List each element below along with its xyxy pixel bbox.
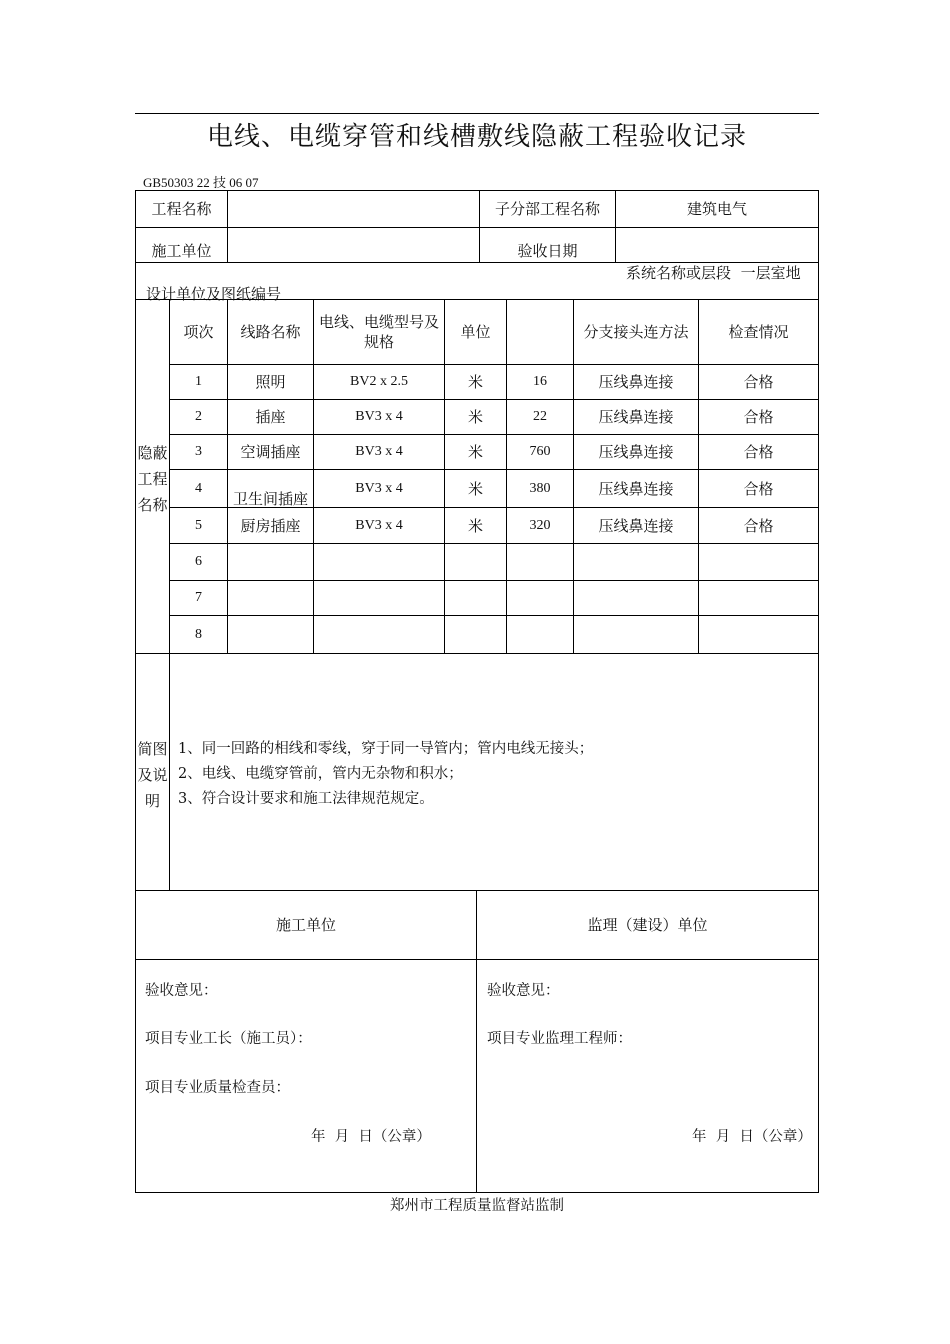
right-opinion-label: 验收意见：	[487, 983, 560, 999]
hidden-works-side-label: 隐蔽工程名称	[137, 444, 168, 514]
row-method[interactable]	[574, 616, 698, 653]
title-rule	[135, 113, 819, 114]
row-spec[interactable]: BV3 x 4	[355, 480, 403, 496]
row-qty[interactable]: 22	[533, 409, 547, 424]
row-name[interactable]: 厨房插座	[240, 516, 301, 535]
notes-side-label: 简图及说明	[137, 740, 168, 810]
row-qty[interactable]	[507, 581, 573, 615]
document-title: 电线、电缆穿管和线槽敷线隐蔽工程验收记录	[206, 122, 747, 152]
row-unit[interactable]: 米	[467, 373, 483, 391]
project-name-label: 工程名称	[151, 200, 212, 218]
row-unit[interactable]	[445, 581, 506, 615]
row-qty[interactable]: 16	[533, 374, 547, 389]
row-unit[interactable]: 米	[467, 479, 483, 498]
row-unit[interactable]: 米	[467, 516, 483, 535]
note-item-1: 1、同一回路的相线和零线，穿于同一导管内；管内电线无接头；	[178, 741, 594, 757]
row-unit[interactable]: 米	[467, 408, 483, 426]
right-date-seal: 年 月 日（公章）	[692, 1129, 812, 1145]
system-label: 系统名称或层段 一层室地	[626, 264, 801, 282]
row-qty[interactable]	[507, 616, 573, 653]
row-result[interactable]: 合格	[743, 408, 774, 426]
row-spec[interactable]: BV3 x 4	[355, 444, 403, 459]
row-qty[interactable]	[507, 544, 573, 580]
row-name[interactable]: 卫生间插座	[232, 489, 308, 508]
col-header-name: 线路名称	[240, 323, 301, 341]
row-no: 8	[195, 626, 202, 642]
col-header-spec: 电线、电缆型号及规格	[318, 313, 439, 351]
row-method[interactable]	[574, 544, 698, 580]
row-no: 7	[195, 590, 202, 605]
row-result[interactable]: 合格	[743, 516, 774, 535]
sub-project-value[interactable]: 建筑电气	[686, 200, 747, 218]
col-header-method: 分支接头连方法	[583, 323, 689, 341]
row-no: 4	[195, 480, 202, 496]
row-unit[interactable]: 米	[467, 443, 483, 461]
row-qty[interactable]: 320	[529, 517, 551, 533]
row-name[interactable]: 照明	[255, 373, 286, 391]
note-item-3: 3、符合设计要求和施工法律规范规定。	[178, 791, 434, 807]
row-spec[interactable]: BV3 x 4	[355, 409, 403, 424]
row-method[interactable]: 压线鼻连接	[598, 516, 674, 535]
footer-issuer: 郑州市工程质量监督站监制	[390, 1198, 564, 1214]
signoff-right-header: 监理（建设）单位	[587, 916, 708, 934]
row-qty[interactable]: 380	[529, 480, 551, 496]
acceptance-date-field[interactable]	[616, 228, 818, 262]
row-name[interactable]	[228, 544, 313, 580]
row-no: 1	[195, 374, 202, 389]
row-method[interactable]: 压线鼻连接	[598, 373, 674, 391]
col-header-result: 检查情况	[728, 323, 789, 341]
row-spec[interactable]	[314, 581, 444, 615]
row-method[interactable]: 压线鼻连接	[598, 443, 674, 461]
row-result[interactable]: 合格	[743, 373, 774, 391]
row-no: 6	[195, 554, 202, 569]
row-name[interactable]: 插座	[255, 408, 286, 426]
row-unit[interactable]	[445, 544, 506, 580]
row-no: 5	[195, 517, 202, 533]
row-no: 2	[195, 409, 202, 424]
row-result[interactable]: 合格	[743, 443, 774, 461]
right-engineer-label: 项目专业监理工程师：	[487, 1031, 632, 1047]
row-spec[interactable]: BV2 x 2.5	[350, 374, 408, 389]
system-value: 一层室地	[740, 264, 801, 282]
row-result[interactable]: 合格	[743, 479, 774, 498]
left-foreman-label: 项目专业工长（施工员）：	[145, 1031, 312, 1047]
row-spec[interactable]	[314, 616, 444, 653]
row-spec[interactable]: BV3 x 4	[355, 517, 403, 533]
row-unit[interactable]	[445, 616, 506, 653]
construction-unit-field[interactable]	[228, 228, 479, 262]
note-item-2: 2、电线、电缆穿管前，管内无杂物和积水；	[178, 766, 463, 782]
left-opinion-label: 验收意见：	[145, 983, 218, 999]
design-unit-label: 设计单位及图纸编号	[146, 285, 282, 303]
col-header-qty	[507, 300, 573, 364]
col-header-no: 项次	[183, 323, 214, 341]
row-qty[interactable]: 760	[529, 444, 551, 459]
form-code: GB50303 22 技 06 07	[143, 175, 259, 190]
left-inspector-label: 项目专业质量检查员：	[145, 1080, 290, 1096]
row-method[interactable]: 压线鼻连接	[598, 479, 674, 498]
acceptance-date-label: 验收日期	[517, 242, 578, 260]
row-result[interactable]	[699, 544, 818, 580]
row-method[interactable]: 压线鼻连接	[598, 408, 674, 426]
col-header-unit: 单位	[460, 323, 491, 341]
construction-unit-label: 施工单位	[151, 242, 212, 260]
row-result[interactable]	[699, 581, 818, 615]
row-method[interactable]	[574, 581, 698, 615]
sub-project-label: 子分部工程名称	[494, 200, 600, 218]
left-date-seal: 年 月 日（公章）	[311, 1129, 431, 1145]
project-name-field[interactable]	[228, 191, 479, 227]
row-result[interactable]	[699, 616, 818, 653]
signoff-left-header: 施工单位	[275, 916, 336, 934]
row-name[interactable]	[228, 616, 313, 653]
row-name[interactable]	[228, 581, 313, 615]
row-name[interactable]: 空调插座	[240, 443, 301, 461]
row-no: 3	[195, 444, 202, 459]
row-spec[interactable]	[314, 544, 444, 580]
